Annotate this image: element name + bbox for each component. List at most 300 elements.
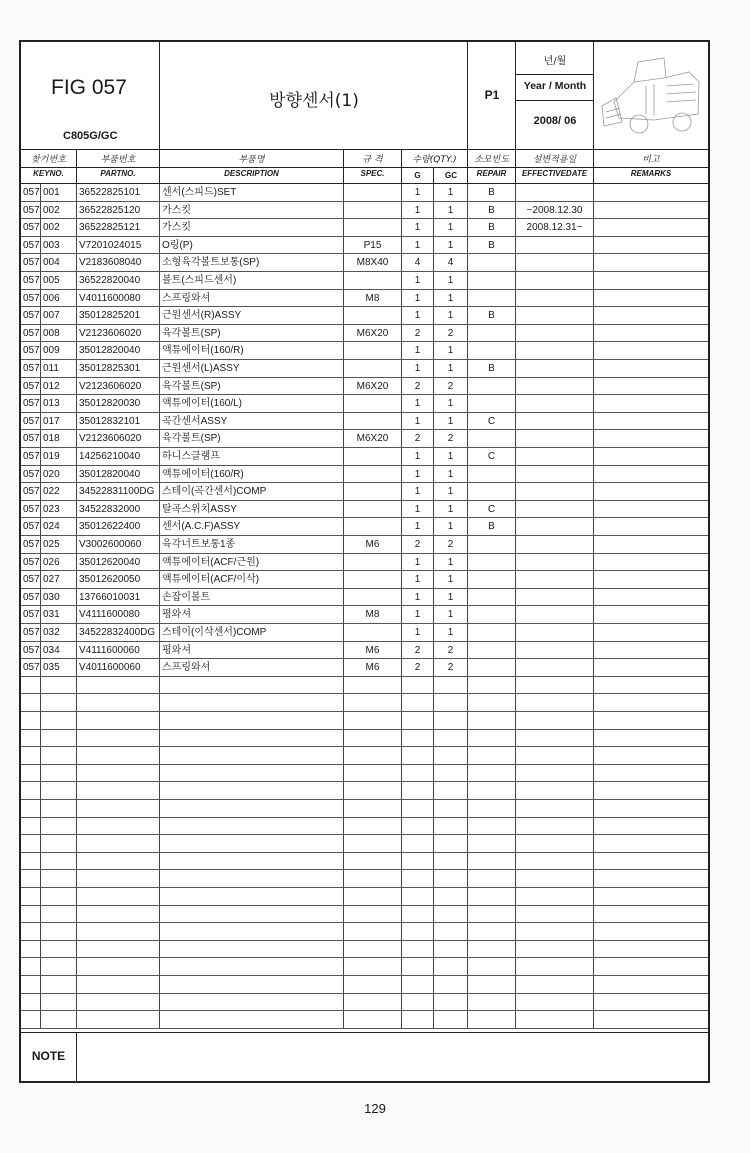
empty-row <box>21 782 708 800</box>
effective-date <box>516 466 594 483</box>
key-no: 004 <box>41 254 77 271</box>
repair: C <box>468 448 516 465</box>
empty-row <box>21 818 708 836</box>
empty-row <box>21 906 708 924</box>
cell <box>594 501 708 518</box>
cell <box>402 853 434 870</box>
cell <box>41 712 77 729</box>
qty-gc: 4 <box>434 254 468 271</box>
description: 손잡이볼트 <box>160 589 344 606</box>
cell <box>434 694 468 711</box>
qty-g: 2 <box>402 430 434 447</box>
key-no: 006 <box>41 290 77 307</box>
spec <box>344 518 402 535</box>
cell <box>41 994 77 1011</box>
cell <box>21 1011 41 1028</box>
fig-no: 057 <box>21 483 41 500</box>
table-row <box>21 571 708 589</box>
cell <box>344 694 402 711</box>
key-no: 013 <box>41 395 77 412</box>
empty-row <box>21 730 708 748</box>
column-header <box>21 150 708 184</box>
cell <box>160 712 344 729</box>
key-no: 026 <box>41 554 77 571</box>
effective-date <box>516 184 594 201</box>
qty-gc: 1 <box>434 554 468 571</box>
cell <box>344 765 402 782</box>
repair: B <box>468 219 516 236</box>
cell <box>516 835 594 852</box>
table-row <box>21 360 708 378</box>
description: 스프링와셔 <box>160 290 344 307</box>
cell <box>516 765 594 782</box>
cell <box>434 994 468 1011</box>
qty-gc: 1 <box>434 360 468 377</box>
cell <box>468 818 516 835</box>
key-no: 007 <box>41 307 77 324</box>
cell <box>434 677 468 694</box>
date-cell <box>516 42 594 150</box>
cell <box>77 958 160 975</box>
cell <box>41 818 77 835</box>
effective-date <box>516 360 594 377</box>
repair: B <box>468 202 516 219</box>
part-no: 36522820040 <box>77 272 160 289</box>
cell <box>594 378 708 395</box>
qty-gc: 1 <box>434 589 468 606</box>
repair <box>468 536 516 553</box>
cell <box>160 818 344 835</box>
description: 근원센서(R)ASSY <box>160 307 344 324</box>
fig-no: 057 <box>21 501 41 518</box>
description: 가스킷 <box>160 202 344 219</box>
fig-no: 057 <box>21 518 41 535</box>
col-remarks: 비고 REMARKS <box>594 150 708 184</box>
fig-no: 057 <box>21 571 41 588</box>
cell <box>344 747 402 764</box>
key-no: 024 <box>41 518 77 535</box>
table-row <box>21 589 708 607</box>
description: 육각볼트(SP) <box>160 325 344 342</box>
cell <box>594 765 708 782</box>
repair <box>468 624 516 641</box>
cell <box>516 870 594 887</box>
cell <box>594 571 708 588</box>
key-no: 022 <box>41 483 77 500</box>
qty-g: 1 <box>402 554 434 571</box>
fig-no: 057 <box>21 606 41 623</box>
repair <box>468 378 516 395</box>
cell <box>594 290 708 307</box>
cell <box>594 518 708 535</box>
effective-date <box>516 536 594 553</box>
cell <box>516 818 594 835</box>
cell <box>594 272 708 289</box>
repair <box>468 571 516 588</box>
table-row <box>21 202 708 220</box>
cell <box>160 747 344 764</box>
fig-no: 057 <box>21 360 41 377</box>
fig-cell <box>21 42 160 150</box>
fig-no: 057 <box>21 202 41 219</box>
part-no: 14256210040 <box>77 448 160 465</box>
fig-no: 057 <box>21 448 41 465</box>
table-row <box>21 237 708 255</box>
cell <box>402 765 434 782</box>
cell <box>434 747 468 764</box>
cell <box>594 800 708 817</box>
qty-g: 1 <box>402 360 434 377</box>
table-row <box>21 184 708 202</box>
cell <box>160 976 344 993</box>
description: 액튜에이터(ACF/근원) <box>160 554 344 571</box>
part-no: V4011600060 <box>77 659 160 676</box>
qty-g: 1 <box>402 466 434 483</box>
cell <box>21 765 41 782</box>
cell <box>402 1011 434 1028</box>
cell <box>160 800 344 817</box>
cell <box>160 888 344 905</box>
description: 액튜에이터(160/L) <box>160 395 344 412</box>
table-row <box>21 606 708 624</box>
fig-no: 057 <box>21 307 41 324</box>
cell <box>594 747 708 764</box>
cell <box>344 677 402 694</box>
cell <box>434 853 468 870</box>
cell <box>468 941 516 958</box>
cell <box>594 184 708 201</box>
empty-row <box>21 1011 708 1029</box>
cell <box>77 888 160 905</box>
effective-date <box>516 272 594 289</box>
effective-date <box>516 395 594 412</box>
part-no: V4011600080 <box>77 290 160 307</box>
repair <box>468 272 516 289</box>
cell <box>402 958 434 975</box>
cell <box>402 941 434 958</box>
cell <box>41 694 77 711</box>
qty-g: 1 <box>402 624 434 641</box>
repair <box>468 642 516 659</box>
cell <box>594 906 708 923</box>
cell <box>344 994 402 1011</box>
repair <box>468 325 516 342</box>
table-row <box>21 536 708 554</box>
table-row <box>21 342 708 360</box>
cell <box>516 976 594 993</box>
cell <box>594 360 708 377</box>
empty-row <box>21 677 708 695</box>
cell <box>41 906 77 923</box>
qty-gc: 2 <box>434 430 468 447</box>
cell <box>160 923 344 940</box>
qty-g: 1 <box>402 589 434 606</box>
machine-illustration <box>594 42 708 150</box>
table-row <box>21 430 708 448</box>
fig-no: 057 <box>21 342 41 359</box>
cell <box>344 835 402 852</box>
qty-gc: 1 <box>434 272 468 289</box>
cell <box>516 1011 594 1028</box>
key-no: 002 <box>41 202 77 219</box>
cell <box>21 800 41 817</box>
qty-g: 1 <box>402 184 434 201</box>
cell <box>41 747 77 764</box>
empty-row <box>21 853 708 871</box>
qty-gc: 1 <box>434 237 468 254</box>
cell <box>516 853 594 870</box>
cell <box>21 782 41 799</box>
part-no: 35012832101 <box>77 413 160 430</box>
cell <box>77 906 160 923</box>
note-label: NOTE <box>21 1032 77 1081</box>
cell <box>160 765 344 782</box>
cell <box>160 941 344 958</box>
fig-no: 057 <box>21 554 41 571</box>
qty-g: 2 <box>402 536 434 553</box>
fig-no: 057 <box>21 254 41 271</box>
page-cell <box>468 42 516 150</box>
cell <box>594 237 708 254</box>
cell <box>160 835 344 852</box>
qty-g: 1 <box>402 518 434 535</box>
cell <box>41 782 77 799</box>
effective-date <box>516 342 594 359</box>
spec <box>344 395 402 412</box>
part-no: 36522825120 <box>77 202 160 219</box>
cell <box>344 941 402 958</box>
title-cell <box>160 42 468 150</box>
cell <box>434 923 468 940</box>
spec: M8X40 <box>344 254 402 271</box>
cell <box>21 994 41 1011</box>
spec: M6 <box>344 536 402 553</box>
cell <box>594 307 708 324</box>
key-no: 008 <box>41 325 77 342</box>
empty-row <box>21 870 708 888</box>
cell <box>344 730 402 747</box>
cell <box>344 906 402 923</box>
spec: M6X20 <box>344 378 402 395</box>
cell <box>594 730 708 747</box>
spec <box>344 554 402 571</box>
key-no: 025 <box>41 536 77 553</box>
cell <box>160 782 344 799</box>
cell <box>468 906 516 923</box>
cell <box>402 994 434 1011</box>
cell <box>468 835 516 852</box>
cell <box>594 589 708 606</box>
cell <box>21 888 41 905</box>
spec <box>344 272 402 289</box>
col-description: 부품명 DESCRIPTION <box>160 150 344 184</box>
cell <box>41 958 77 975</box>
table-row <box>21 554 708 572</box>
fig-no: 057 <box>21 536 41 553</box>
fig-no: 057 <box>21 395 41 412</box>
cell <box>434 906 468 923</box>
cell <box>21 976 41 993</box>
cell <box>402 677 434 694</box>
spec <box>344 184 402 201</box>
model-code: C805G/GC <box>63 130 118 142</box>
cell <box>77 870 160 887</box>
cell <box>468 712 516 729</box>
part-no: V2123606020 <box>77 430 160 447</box>
qty-gc: 1 <box>434 202 468 219</box>
cell <box>434 958 468 975</box>
fig-no: 057 <box>21 430 41 447</box>
description: 센서(스피드)SET <box>160 184 344 201</box>
description: 탈곡스위치ASSY <box>160 501 344 518</box>
effective-date <box>516 430 594 447</box>
cell <box>160 677 344 694</box>
cell <box>77 712 160 729</box>
table-row <box>21 518 708 536</box>
key-no: 030 <box>41 589 77 606</box>
key-no: 019 <box>41 448 77 465</box>
table-row <box>21 325 708 343</box>
key-no: 003 <box>41 237 77 254</box>
cell <box>468 976 516 993</box>
cell <box>434 835 468 852</box>
description: 소형육각볼트보통(SP) <box>160 254 344 271</box>
table-row <box>21 624 708 642</box>
cell <box>594 395 708 412</box>
cell <box>468 994 516 1011</box>
cell <box>41 923 77 940</box>
cell <box>160 1011 344 1028</box>
part-no: 36522825121 <box>77 219 160 236</box>
cell <box>594 430 708 447</box>
qty-g: 1 <box>402 395 434 412</box>
description: 액튜에이터(ACF/이삭) <box>160 571 344 588</box>
description: 볼트(스피드센서) <box>160 272 344 289</box>
table-row <box>21 219 708 237</box>
cell <box>402 800 434 817</box>
fig-no: 057 <box>21 184 41 201</box>
qty-g: 4 <box>402 254 434 271</box>
date-label-ko: 년/월 <box>543 56 567 67</box>
effective-date: ~2008.12.30 <box>516 202 594 219</box>
key-no: 020 <box>41 466 77 483</box>
key-no: 018 <box>41 430 77 447</box>
col-effective-date: 설변적용일 EFFECTIVEDATE <box>516 150 594 184</box>
cell <box>41 800 77 817</box>
cell <box>402 730 434 747</box>
spec <box>344 413 402 430</box>
qty-g: 2 <box>402 325 434 342</box>
cell <box>402 906 434 923</box>
cell <box>594 448 708 465</box>
cell <box>516 888 594 905</box>
table-row <box>21 290 708 308</box>
key-no: 027 <box>41 571 77 588</box>
table-row <box>21 501 708 519</box>
spec: P15 <box>344 237 402 254</box>
effective-date <box>516 448 594 465</box>
cell <box>21 747 41 764</box>
cell <box>594 659 708 676</box>
empty-row <box>21 923 708 941</box>
key-no: 011 <box>41 360 77 377</box>
cell <box>77 853 160 870</box>
description: 육각볼트(SP) <box>160 430 344 447</box>
cell <box>402 976 434 993</box>
qty-gc: 2 <box>434 536 468 553</box>
repair <box>468 395 516 412</box>
cell <box>160 958 344 975</box>
cell <box>594 624 708 641</box>
cell <box>594 941 708 958</box>
page-number: 129 <box>364 1101 386 1116</box>
qty-g: 2 <box>402 378 434 395</box>
qty-gc: 1 <box>434 413 468 430</box>
cell <box>594 888 708 905</box>
cell <box>77 976 160 993</box>
repair <box>468 589 516 606</box>
cell <box>77 747 160 764</box>
empty-row <box>21 747 708 765</box>
cell <box>402 818 434 835</box>
cell <box>402 694 434 711</box>
cell <box>402 888 434 905</box>
cell <box>594 219 708 236</box>
fig-number: FIG 057 <box>51 76 127 99</box>
repair: B <box>468 237 516 254</box>
qty-g: 1 <box>402 342 434 359</box>
cell <box>77 994 160 1011</box>
cell <box>21 923 41 940</box>
part-no: 35012820030 <box>77 395 160 412</box>
repair <box>468 659 516 676</box>
cell <box>344 923 402 940</box>
cell <box>21 870 41 887</box>
table-row <box>21 448 708 466</box>
cell <box>434 870 468 887</box>
qty-g: 1 <box>402 483 434 500</box>
cell <box>41 730 77 747</box>
qty-g: 1 <box>402 290 434 307</box>
fig-no: 057 <box>21 325 41 342</box>
fig-no: 057 <box>21 589 41 606</box>
qty-g: 2 <box>402 642 434 659</box>
empty-row <box>21 976 708 994</box>
cell <box>468 694 516 711</box>
part-no: 35012622400 <box>77 518 160 535</box>
cell <box>402 782 434 799</box>
cell <box>468 923 516 940</box>
description: 평와셔 <box>160 606 344 623</box>
repair <box>468 554 516 571</box>
cell <box>77 941 160 958</box>
cell <box>21 694 41 711</box>
cell <box>434 888 468 905</box>
effective-date <box>516 413 594 430</box>
cell <box>434 765 468 782</box>
cell <box>41 765 77 782</box>
part-no: 35012620050 <box>77 571 160 588</box>
effective-date <box>516 254 594 271</box>
cell <box>594 818 708 835</box>
empty-row <box>21 694 708 712</box>
cell <box>402 747 434 764</box>
cell <box>594 202 708 219</box>
combine-harvester-icon <box>594 42 708 150</box>
spec <box>344 466 402 483</box>
cell <box>594 413 708 430</box>
part-no: V2123606020 <box>77 325 160 342</box>
